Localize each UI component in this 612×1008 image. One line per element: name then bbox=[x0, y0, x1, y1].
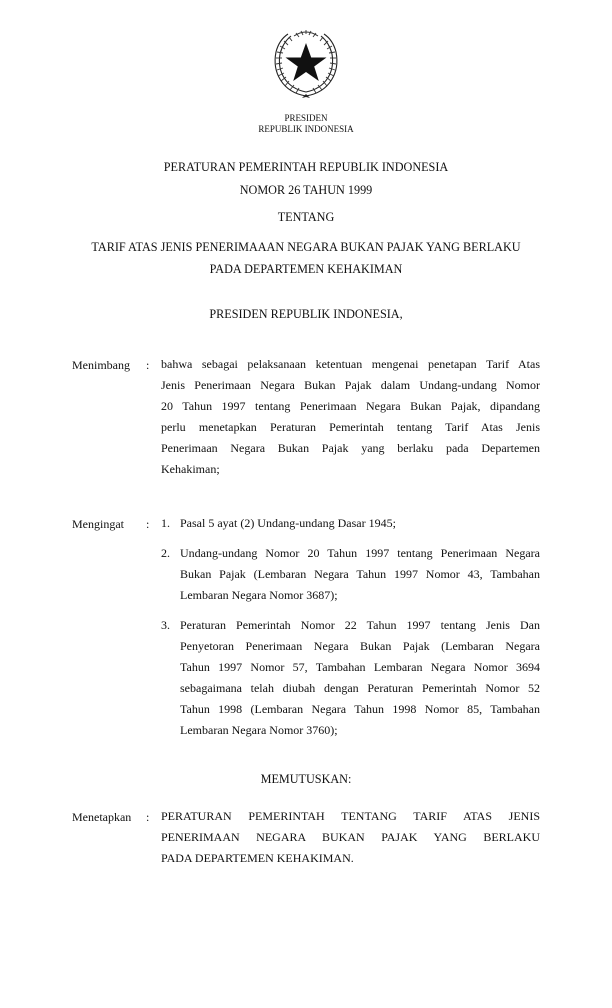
item-line: Tahun 1997 Nomor 57, Tambahan Lembaran Negara Nomor 3694 bbox=[180, 660, 540, 674]
item-line: sebagaimana telah diubah dengan Peraturan Pemerintah Nomor 52 bbox=[180, 681, 540, 695]
menetapkan-label: Menetapkan bbox=[72, 810, 132, 824]
office-line-2: REPUBLIK INDONESIA bbox=[258, 124, 354, 134]
regulation-number: NOMOR 26 TAHUN 1999 bbox=[239, 183, 373, 197]
item-number: 1. bbox=[161, 516, 170, 530]
menetapkan-text bbox=[161, 806, 540, 869]
item-line: Undang-undang Nomor 20 Tahun 1997 tentang Penerimaan Negara bbox=[180, 546, 540, 560]
mengingat-colon: : bbox=[146, 517, 150, 531]
menimbang-line: perlu menetapkan Peraturan Pemerintah tentang Tarif Atas Jenis bbox=[161, 420, 540, 434]
garuda-star-wreath-emblem-icon bbox=[268, 26, 344, 102]
menimbang-line: Penerimaan Negara Bukan Pajak yang berlaku pada Departemen bbox=[161, 441, 540, 455]
issuer-heading: PRESIDEN REPUBLIK INDONESIA, bbox=[209, 307, 403, 321]
regulation-subject-line-2: PADA DEPARTEMEN KEHAKIMAN bbox=[209, 262, 403, 276]
mengingat-item-1 bbox=[161, 513, 540, 534]
mengingat-item-2 bbox=[161, 543, 540, 606]
menetapkan-line: PERATURAN PEMERINTAH TENTANG TARIF ATAS JENIS bbox=[161, 809, 540, 823]
office-line-1: PRESIDEN bbox=[284, 113, 328, 123]
item-line: Pasal 5 ayat (2) Undang-undang Dasar 1945; bbox=[180, 516, 396, 530]
item-line: Tahun 1998 (Lembaran Negara Tahun 1998 Nomor 85, Tambahan bbox=[180, 702, 540, 716]
item-line: Lembaran Negara Nomor 3760); bbox=[180, 723, 338, 737]
item-line: Peraturan Pemerintah Nomor 22 Tahun 1997 tentang Jenis Dan bbox=[180, 618, 540, 632]
menimbang-colon: : bbox=[146, 358, 150, 372]
item-line: Lembaran Negara Nomor 3687); bbox=[180, 588, 338, 602]
regulation-tentang: TENTANG bbox=[277, 210, 335, 224]
menimbang-line: Kehakiman; bbox=[161, 462, 220, 476]
item-number: 2. bbox=[161, 546, 170, 560]
mengingat-label: Mengingat bbox=[72, 517, 124, 531]
menetapkan-line: PENERIMAAN NEGARA BUKAN PAJAK YANG BERLAKU bbox=[161, 830, 540, 844]
menetapkan-line: PADA DEPARTEMEN KEHAKIMAN. bbox=[161, 851, 354, 865]
item-number: 3. bbox=[161, 618, 170, 632]
regulation-subject-line-1: TARIF ATAS JENIS PENERIMAAAN NEGARA BUKAN PAJAK YANG BERLAKU bbox=[91, 240, 521, 254]
menimbang-text bbox=[161, 354, 540, 480]
item-line: Penyetoran Penerimaan Negara Bukan Pajak (Lembaran Negara bbox=[180, 639, 540, 653]
item-line: Bukan Pajak (Lembaran Negara Tahun 1997 Nomor 43, Tambahan bbox=[180, 567, 540, 581]
menimbang-line: Jenis Penerimaan Negara Bukan Pajak dalam Undang-undang Nomor bbox=[161, 378, 540, 392]
regulation-title: PERATURAN PEMERINTAH REPUBLIK INDONESIA bbox=[163, 160, 449, 174]
menimbang-line: bahwa sebagai pelaksanaan ketentuan mengenai penetapan Tarif Atas bbox=[161, 357, 540, 371]
menimbang-line: 20 Tahun 1997 tentang Penerimaan Negara Bukan Pajak, dipandang bbox=[161, 399, 540, 413]
mengingat-item-3 bbox=[161, 615, 540, 741]
memutuskan-heading: MEMUTUSKAN: bbox=[260, 772, 352, 786]
menimbang-label: Menimbang bbox=[72, 358, 130, 372]
menetapkan-colon: : bbox=[146, 810, 150, 824]
